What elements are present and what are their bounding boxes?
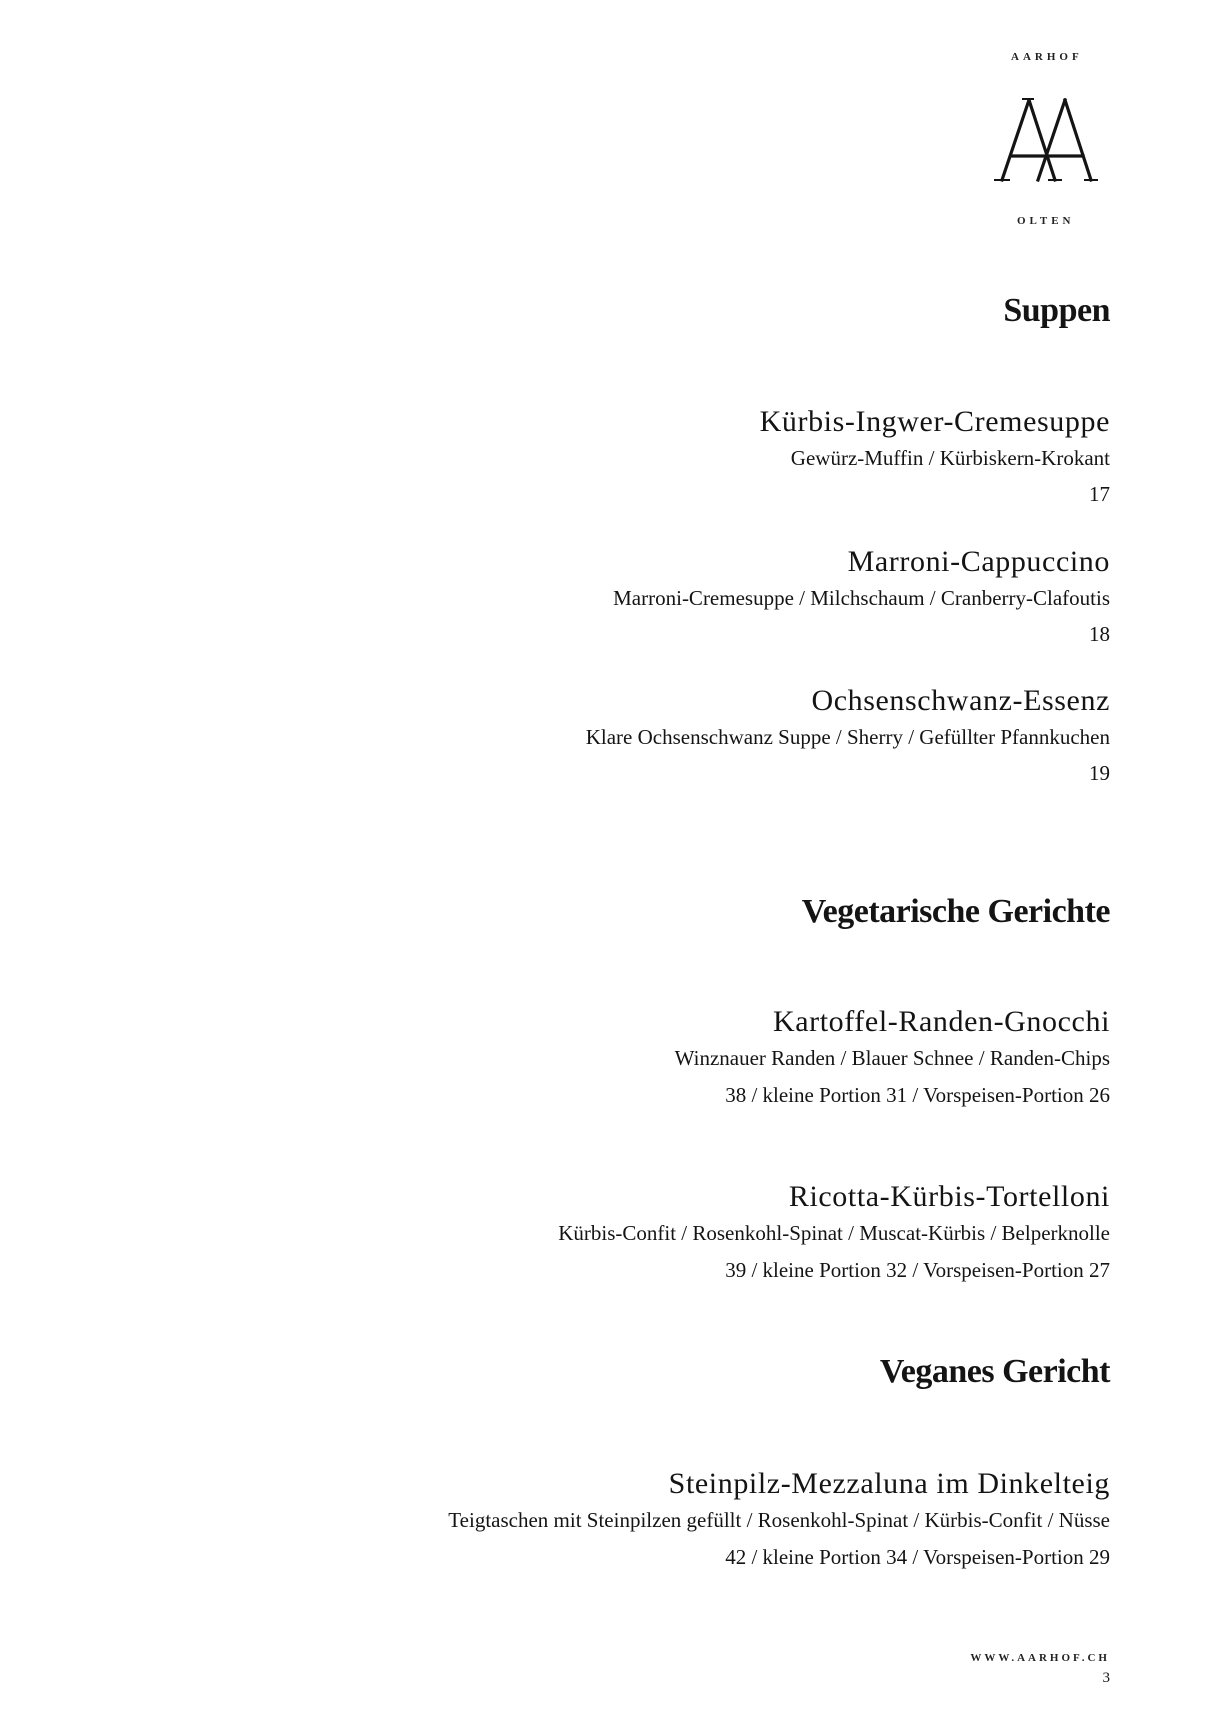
logo-wordmark-bottom: OLTEN	[1017, 215, 1075, 227]
dish-name: Steinpilz-Mezzaluna im Dinkelteig	[668, 1467, 1110, 1500]
dish-description: Winznauer Randen / Blauer Schnee / Randen-Chips	[674, 1046, 1110, 1070]
dish-description: Klare Ochsenschwanz Suppe / Sherry / Gefüllter Pfannkuchen	[585, 725, 1110, 749]
dish-description: Gewürz-Muffin / Kürbiskern-Krokant	[790, 446, 1110, 470]
section-heading-veganes-gericht: Veganes Gericht	[879, 1353, 1110, 1390]
dish-price: 18	[1089, 622, 1110, 646]
dish-price: 38 / kleine Portion 31 / Vorspeisen-Portion 26	[725, 1083, 1110, 1107]
dish-price: 42 / kleine Portion 34 / Vorspeisen-Portion 29	[725, 1545, 1110, 1569]
footer-website-url: WWW.AARHOF.CH	[970, 1652, 1110, 1664]
dish-price: 39 / kleine Portion 32 / Vorspeisen-Portion 27	[725, 1258, 1110, 1282]
dish-name: Marroni-Cappuccino	[847, 545, 1110, 578]
dish-description: Marroni-Cremesuppe / Milchschaum / Cranberry-Clafoutis	[613, 586, 1110, 610]
logo-wordmark-top: AARHOF	[1011, 51, 1083, 63]
section-heading-suppen: Suppen	[1003, 292, 1110, 329]
dish-name: Ricotta-Kürbis-Tortelloni	[788, 1180, 1110, 1213]
dish-description: Kürbis-Confit / Rosenkohl-Spinat / Muscat-Kürbis / Belperknolle	[558, 1221, 1110, 1245]
dish-name: Ochsenschwanz-Essenz	[811, 684, 1110, 717]
dish-description: Teigtaschen mit Steinpilzen gefüllt / Rosenkohl-Spinat / Kürbis-Confit / Nüsse	[448, 1508, 1110, 1532]
dish-name: Kürbis-Ingwer-Cremesuppe	[759, 405, 1110, 438]
dish-name: Kartoffel-Randen-Gnocchi	[772, 1005, 1110, 1038]
aarhof-logo-icon	[992, 96, 1102, 186]
section-heading-vegetarische-gerichte: Vegetarische Gerichte	[801, 893, 1110, 930]
page-number: 3	[1102, 1670, 1110, 1686]
dish-price: 17	[1089, 482, 1110, 506]
dish-price: 19	[1089, 761, 1110, 785]
